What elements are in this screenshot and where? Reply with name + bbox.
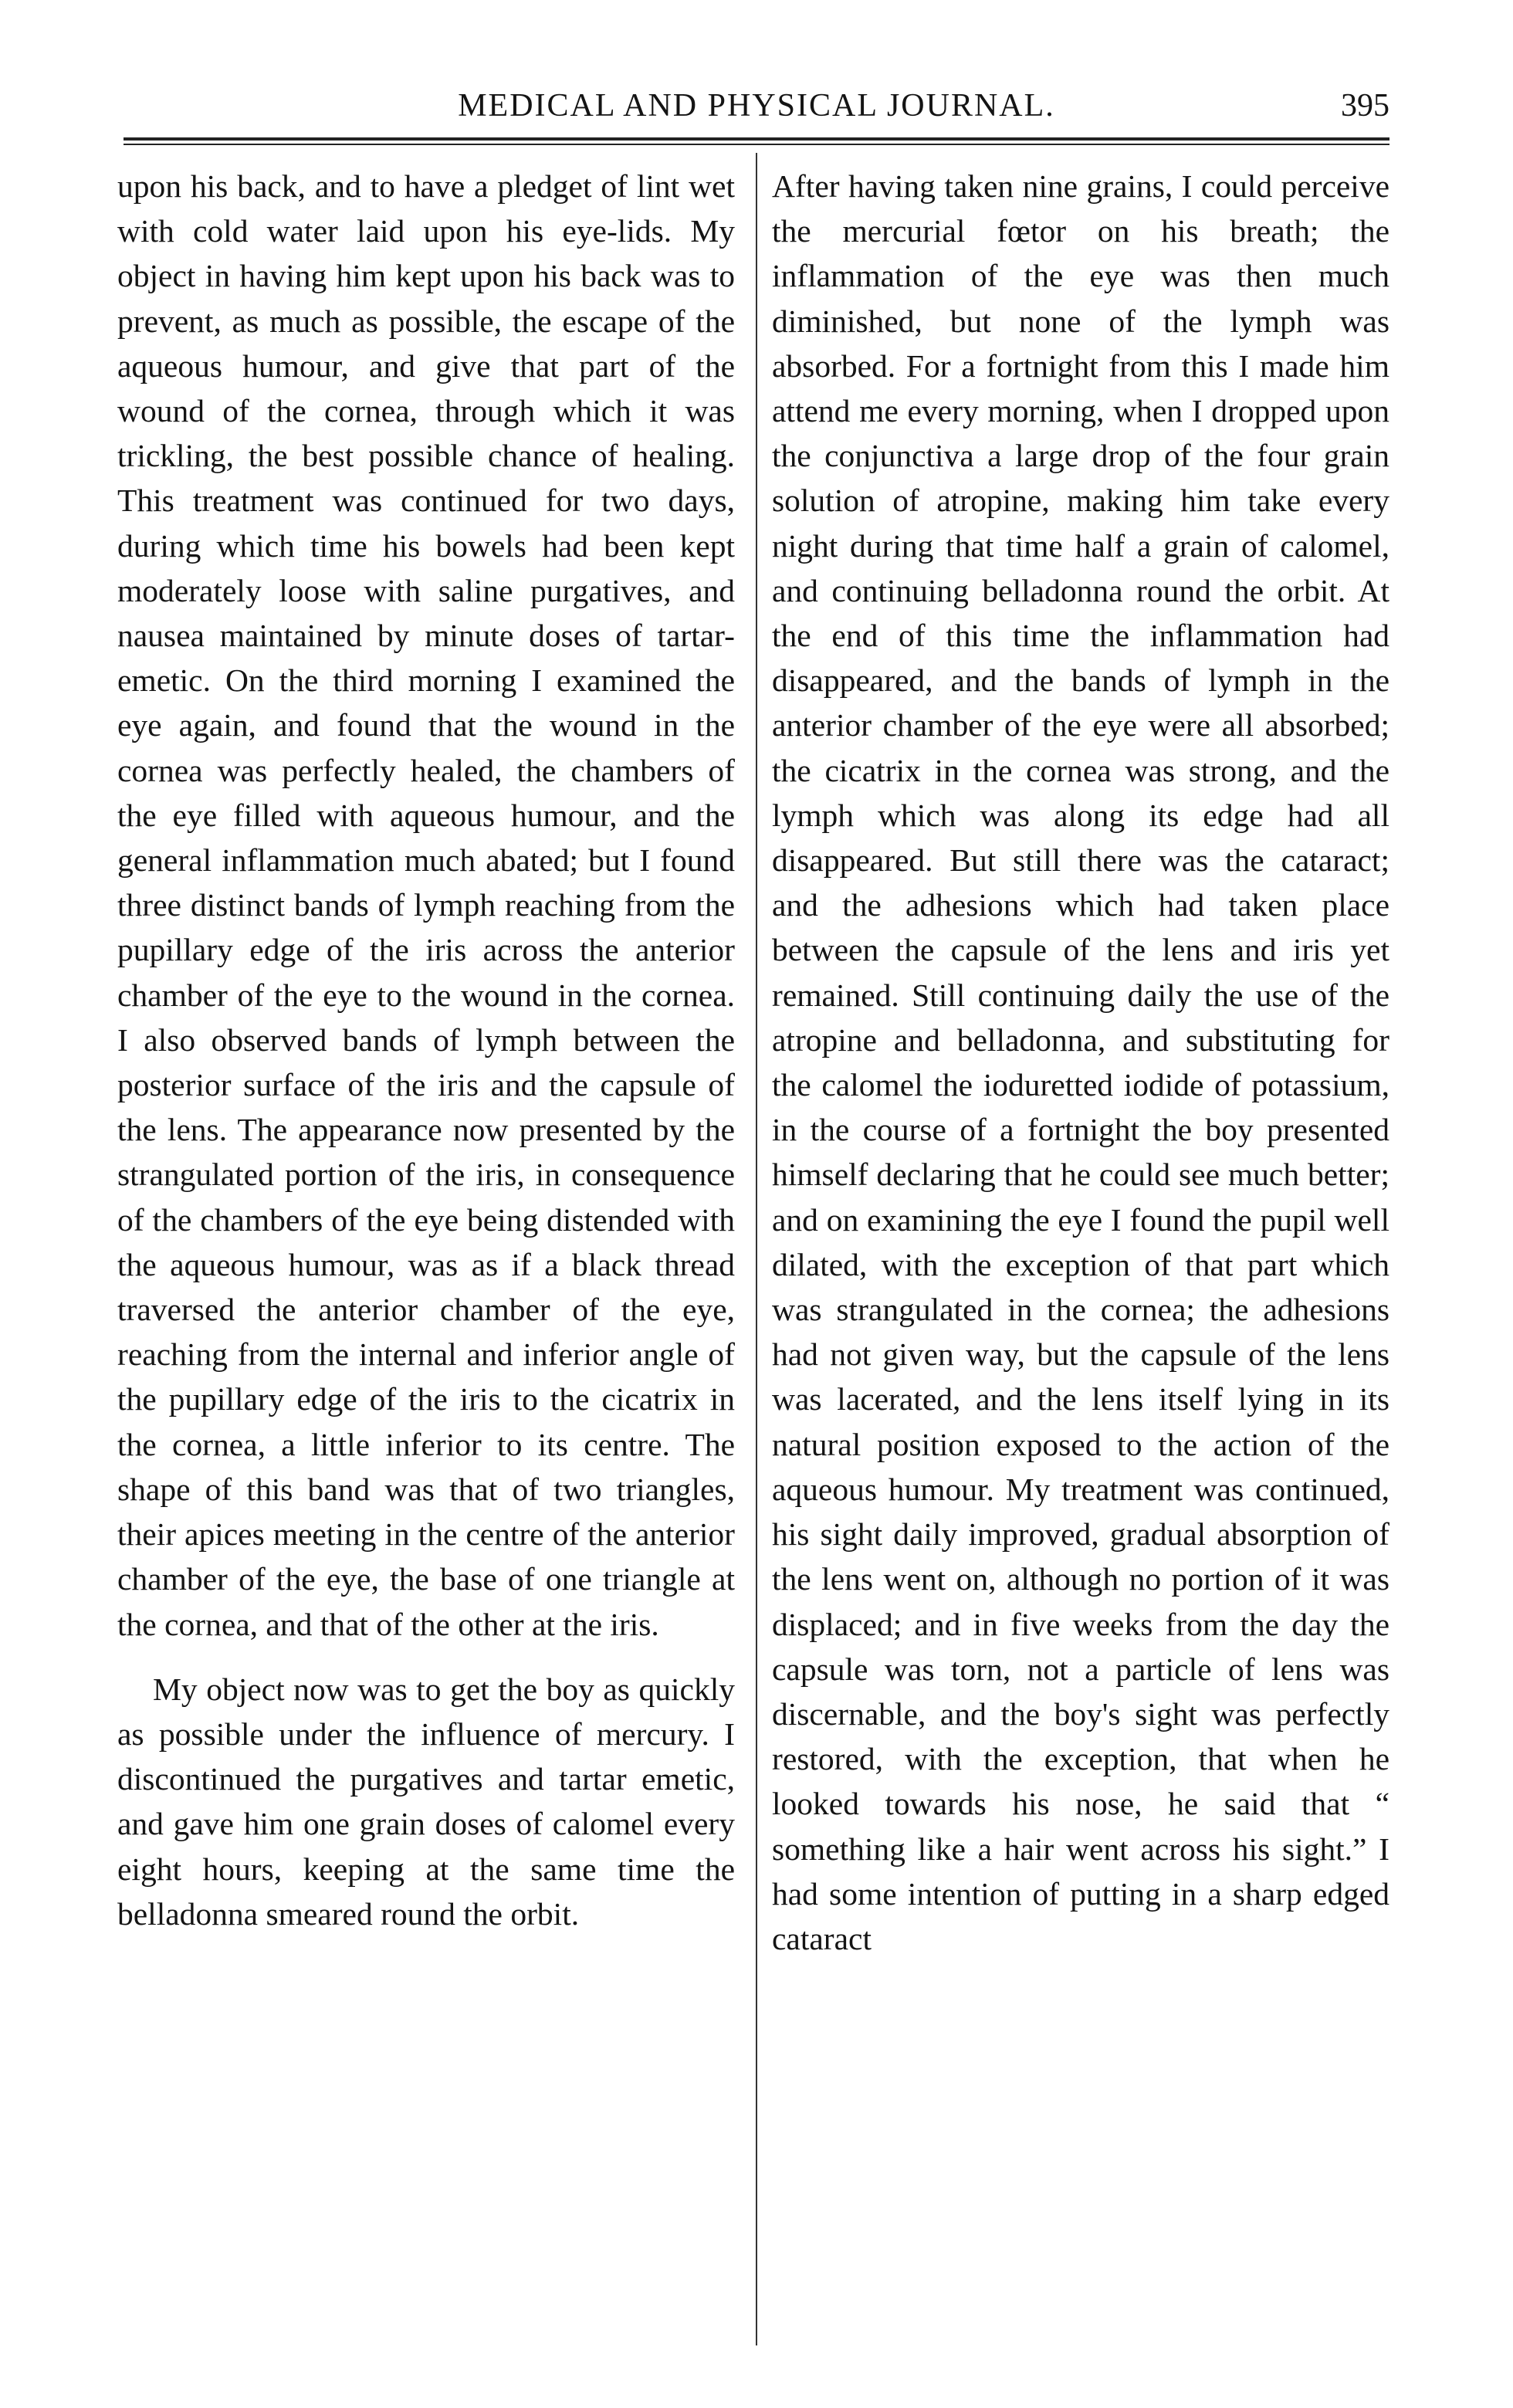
left-paragraph-continued: upon his back, and to have a pledget of lint wet with cold water laid upon his eye-lids. My object in having him kept upon his back was to prevent, as much as possible, the escape of the aqueous humour, and give that part of the wound of the cornea, through which it was trickling, the best possible chance of healing. This treatment was continued for two days, during which time his bowels had been kept moderately loose with saline purgatives, and nausea maintained by minute doses of tartar-emetic. On the third morning I examined the eye again, and found that the wound in the cornea was perfectly healed, the chambers of the eye filled with aqueous humour, and the general inflammation much abated; but I found three distinct bands of lymph reaching from the pupillary edge of the iris across the anterior chamber of the eye to the wound in the cornea. I also observed bands of lymph between the posterior surface of the iris and the capsule of the lens. The appearance now presented by the strangulated portion of the iris, in consequence of the chambers of the eye being distended with the aqueous humour, was as if a black thread traversed the anterior chamber of the eye, reaching from the internal and inferior angle of the pupillary edge of the iris to the cicatrix in the cornea, a little inferior to its centre. The shape of this band was that of two triangles, their apices meeting in the centre of the anterior chamber of the eye, the base of one triangle at the cornea, and that of the other at the iris.	[117, 168, 735, 1642]
column-divider	[756, 153, 757, 2345]
right-paragraph-continued: After having taken nine grains, I could perceive the mercurial fœtor on his breath; the inflammation of the eye was then much diminished, but none of the lymph was absorbed. For a fortnight from this I made him attend me every morning, when I dropped upon the conjunctiva a large drop of the four grain solution of atropine, making him take every night during that time half a grain of calomel, and continuing belladonna round the orbit. At the end of this time the inflammation had disappeared, and the bands of lymph in the anterior chamber of the eye were all absorbed; the cicatrix in the cornea was strong, and the lymph which was along its edge had all disappeared. But still there was the cataract; and the adhesions which had taken place between the capsule of the lens and iris yet remained. Still continuing daily the use of the atropine and belladonna, and substituting for the calomel the ioduretted iodide of potassium, in the course of a fortnight the boy presented himself declaring that he could see much better; and on examining the eye I found the pupil well dilated, with the exception of that part which was strangulated in the cornea; the adhesions had not given way, but the capsule of the lens was lacerated, and the lens itself lying in its natural position exposed to the action of the aqueous humour. My treatment was continued, his sight daily improved, gradual absorption of the lens went on, although no portion of it was displaced; and in five weeks from the day the capsule was torn, not a particle of lens was discernable, and the boy's sight was perfectly restored, with the exception, that when he looked towards his nose, he said that “ something like a hair went across his sight.” I had some intention of putting in a sharp edged cataract	[772, 168, 1389, 1956]
journal-title: MEDICAL AND PHYSICAL JOURNAL.	[458, 88, 1055, 124]
paragraph-gap	[117, 1647, 735, 1667]
left-column	[117, 164, 735, 1936]
page-number: 395	[1341, 88, 1389, 124]
header-rule-thick	[124, 137, 1389, 141]
right-column	[772, 164, 1389, 1961]
left-paragraph-mercury: My object now was to get the boy as quickly as possible under the influence of mercury. I discontinued the purgatives and tartar emetic, and gave him one grain doses of calomel every eight hours, keeping at the same time the belladonna smeared round the orbit.	[117, 1671, 735, 1932]
header-rule-thin	[124, 144, 1389, 145]
running-head	[124, 83, 1389, 137]
